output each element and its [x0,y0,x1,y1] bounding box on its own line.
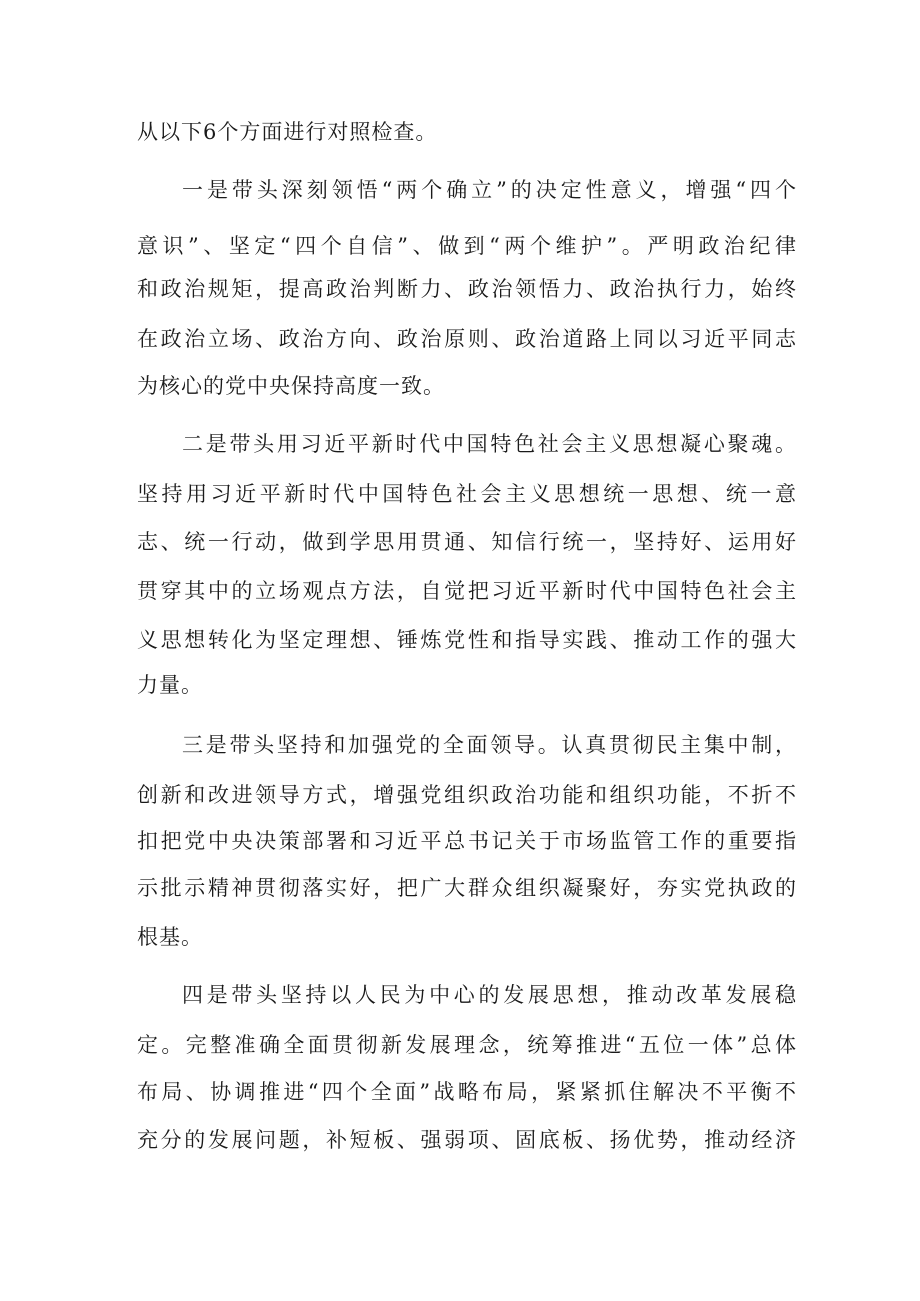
paragraph-1-line-2: 意识”、坚定“四个自信”、做到“两个维护”。严明政治纪律 [137,234,797,258]
paragraph-1-line-4: 在政治立场、政治方向、政治原则、政治道路上同以习近平同志 [137,327,797,351]
paragraph-3-line-5: 根基。 [137,925,203,949]
paragraph-3-line-3: 扣把党中央决策部署和习近平总书记关于市场监管工作的重要指 [137,829,797,853]
paragraph-2-line-2: 坚持用习近平新时代中国特色社会主义思想统一思想、统一意 [137,482,797,506]
paragraph-2-line-3: 志、统一行动，做到学思用贯通、知信行统一，坚持好、运用好 [137,530,797,554]
paragraph-4-line-4: 充分的发展问题，补短板、强弱项、固底板、扬优势，推动经济 [137,1128,797,1152]
paragraph-1-line-3: 和政治规矩，提高政治判断力、政治领悟力、政治执行力，始终 [137,277,797,301]
paragraph-3-line-4: 示批示精神贯彻落实好，把广大群众组织凝聚好，夯实党执政的 [137,876,797,900]
paragraph-4-line-1: 四是带头坚持以人民为中心的发展思想，推动改革发展稳 [182,983,797,1007]
paragraph-4-line-3: 布局、协调推进“四个全面”战略布局，紧紧抓住解决不平衡不 [137,1080,797,1104]
paragraph-intro-line-1: 从以下6个方面进行对照检查。 [137,120,438,144]
paragraph-2-line-4: 贯穿其中的立场观点方法，自觉把习近平新时代中国特色社会主 [137,579,797,603]
paragraph-4-line-2: 定。完整准确全面贯彻新发展理念，统筹推进“五位一体”总体 [137,1033,797,1057]
paragraph-2-line-5: 义思想转化为坚定理想、锤炼党性和指导实践、推动工作的强大 [137,628,797,652]
paragraph-3-line-1: 三是带头坚持和加强党的全面领导。认真贯彻民主集中制， [182,733,797,757]
paragraph-2-line-6: 力量。 [137,673,203,697]
paragraph-1-line-5: 为核心的党中央保持高度一致。 [137,374,445,398]
paragraph-2-line-1: 二是带头用习近平新时代中国特色社会主义思想凝心聚魂。 [182,432,797,456]
paragraph-1-line-1: 一是带头深刻领悟“两个确立”的决定性意义，增强“四个 [182,178,797,202]
paragraph-3-line-2: 创新和改进领导方式，增强党组织政治功能和组织功能，不折不 [137,783,797,807]
